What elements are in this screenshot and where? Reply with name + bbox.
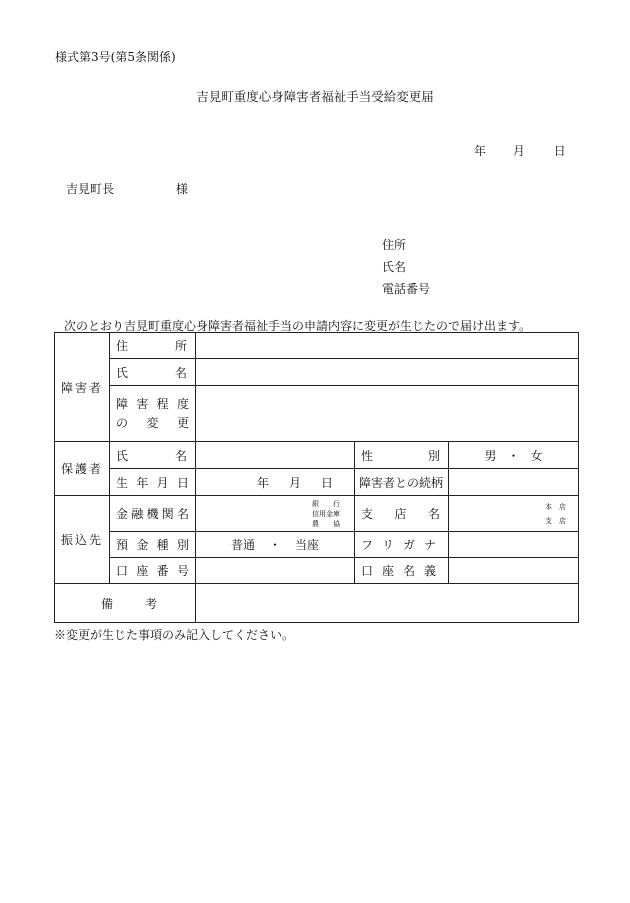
date-day: 日 (553, 144, 566, 158)
label-furigana: フ リ ガ ナ (355, 532, 449, 558)
addressee (66, 180, 188, 197)
document-title: 吉見町重度心身障害者福祉手当受給変更届 (196, 89, 434, 104)
date-line (474, 142, 566, 159)
label-account-number: 口 座 番 号 (110, 558, 196, 584)
table-row (55, 333, 579, 359)
label-address: 住 所 (110, 333, 196, 359)
applicant-address-label: 住所 (382, 238, 407, 252)
input-name[interactable] (196, 359, 579, 386)
group-guardian: 保護者 (55, 442, 110, 496)
deposit-options[interactable]: 普通 ・ 当座 (196, 532, 355, 558)
input-guardian-name[interactable] (196, 442, 355, 469)
option-female[interactable]: 女 (530, 448, 543, 463)
input-dob[interactable]: 年 月 日 (196, 469, 355, 496)
input-remarks[interactable] (196, 584, 579, 623)
label-relation: 障害者との続柄 (355, 469, 449, 496)
sex-options[interactable]: 男 ・ 女 (449, 442, 579, 469)
label-remarks: 備 考 (55, 584, 196, 623)
footnote: ※変更が生じた事項のみ記入してください。 (54, 628, 295, 642)
table-row (55, 442, 579, 469)
table-row (55, 584, 579, 623)
label-dob: 生 年 月 日 (110, 469, 196, 496)
group-transfer: 振込先 (55, 496, 110, 584)
change-form-table (54, 332, 579, 623)
date-year: 年 (474, 144, 487, 158)
input-account-name[interactable] (449, 558, 579, 584)
input-furigana[interactable] (449, 532, 579, 558)
table-row (55, 532, 579, 558)
label-bank: 金 融 機 関 名 (110, 496, 196, 532)
label-sex: 性 別 (355, 442, 449, 469)
label-deposit-type: 預 金 種 別 (110, 532, 196, 558)
addressee-name: 吉見町長 (66, 182, 115, 196)
option-male[interactable]: 男 (484, 448, 497, 463)
label-degree-change: 障 害 程 度 の 変 更 (110, 386, 196, 442)
intro-text: 次のとおり吉見町重度心身障害者福祉手当の申請内容に変更が生じたので届け出ます。 (64, 319, 532, 333)
input-account-number[interactable] (196, 558, 355, 584)
table-row (55, 386, 579, 442)
table-row (55, 359, 579, 386)
addressee-honorific: 様 (175, 182, 188, 196)
date-month: 月 (512, 144, 525, 158)
option-current[interactable]: 当座 (294, 538, 319, 552)
input-bank[interactable]: 銀 行 信用金庫 農 協 (196, 496, 355, 532)
applicant-name-label: 氏名 (382, 260, 407, 274)
form-number: 様式第3号(第5条関係) (55, 50, 176, 64)
label-account-name: 口 座 名 義 (355, 558, 449, 584)
input-address[interactable] (196, 333, 579, 359)
label-guardian-name: 氏 名 (110, 442, 196, 469)
input-branch[interactable]: 本 店 支 店 (449, 496, 579, 532)
label-name: 氏 名 (110, 359, 196, 386)
table-row (55, 469, 579, 496)
input-relation[interactable] (449, 469, 579, 496)
group-disabled: 障害者 (55, 333, 110, 442)
option-ordinary[interactable]: 普通 (230, 538, 255, 552)
label-branch: 支 店 名 (355, 496, 449, 532)
input-degree-change[interactable] (196, 386, 579, 442)
applicant-phone-label: 電話番号 (382, 282, 431, 296)
table-row (55, 496, 579, 532)
table-row (55, 558, 579, 584)
